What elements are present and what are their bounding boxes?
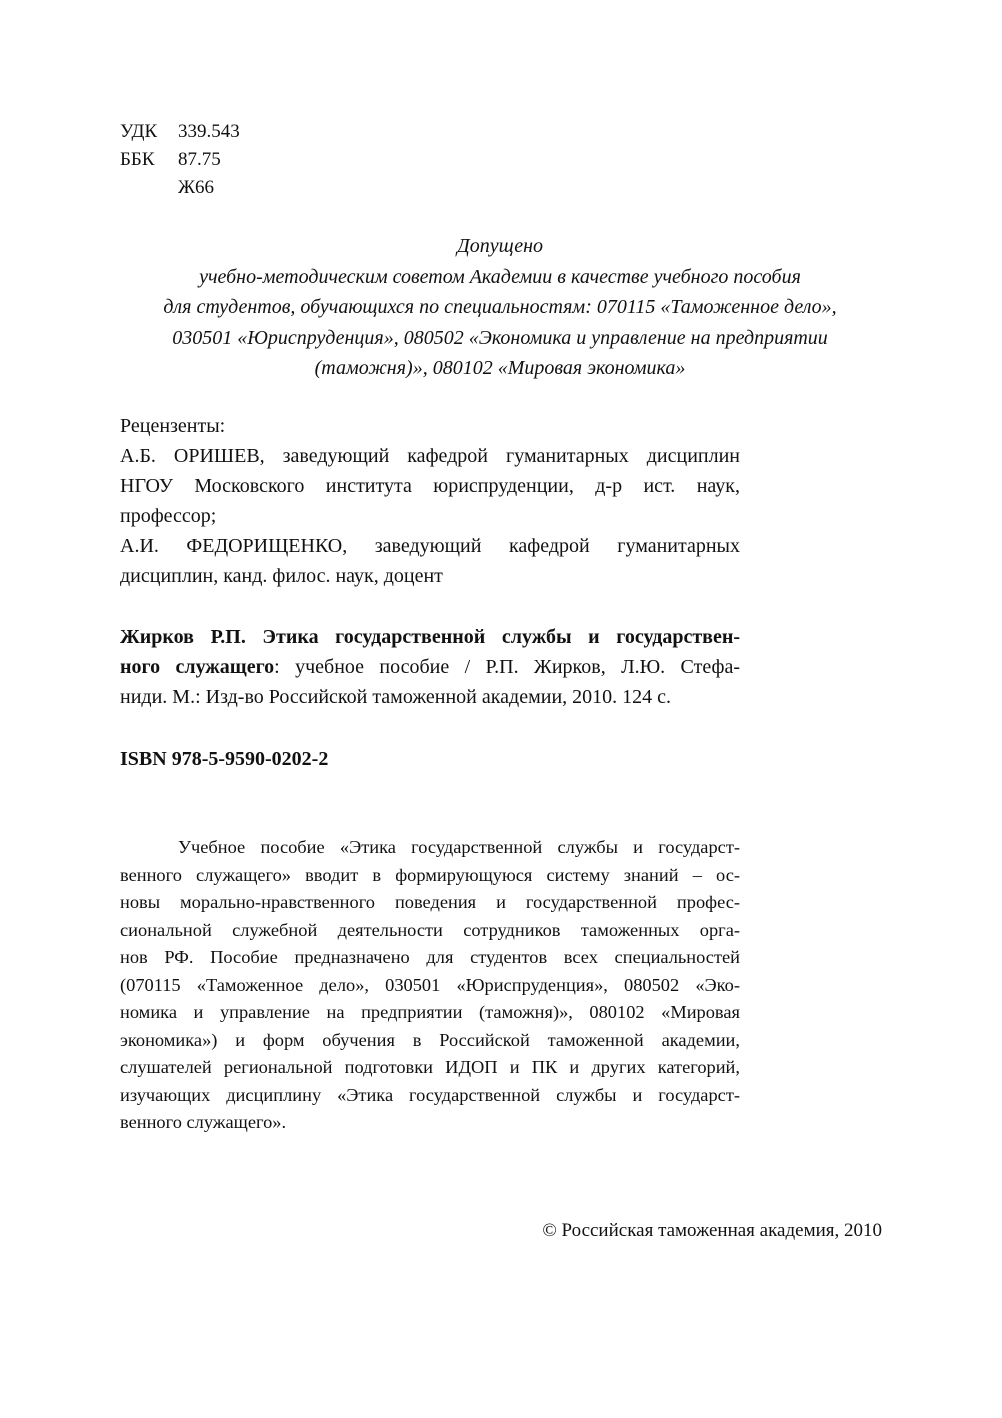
- udk-row: [120, 118, 240, 146]
- approval-line: Допущено: [457, 235, 543, 257]
- approval-line: 030501 «Юриспруденция», 080502 «Экономика и управление на предприятии: [172, 326, 828, 349]
- annotation-block: [120, 834, 740, 1137]
- author-mark: Ж66: [178, 177, 215, 198]
- annotation-line: (070115 «Таможенное дело», 030501 «Юриспруденция», 080502 «Эко-: [120, 974, 740, 995]
- annotation-line: экономика») и форм обучения в Российской таможенной академии,: [120, 1029, 740, 1050]
- annotation-line: венного служащего» вводит в формирующуюся систему знаний – ос-: [120, 864, 740, 885]
- annotation-line: новы морально-нравственного поведения и государственной профес-: [120, 892, 740, 912]
- bbk-label: ББК: [120, 149, 155, 170]
- approval-notice: [100, 231, 900, 384]
- bbk-row: [120, 146, 240, 174]
- bibliographic-citation: [120, 622, 740, 712]
- annotation-line: венного служащего».: [120, 1112, 287, 1132]
- annotation-line: нов РФ. Пособие предназначено для студентов всех специальностей: [120, 947, 740, 967]
- annotation-line: слушателей региональной подготовки ИДОП и ПК и других категорий,: [120, 1057, 740, 1077]
- annotation-line: Учебное пособие «Этика государственной службы и государст-: [178, 837, 740, 857]
- citation-description: : учебное пособие / Р.П. Жирков, Л.Ю. Стефа-: [274, 656, 740, 678]
- approval-line: учебно-методическим советом Академии в качестве учебного пособия: [199, 265, 801, 288]
- reviewer-line: А.Б. ОРИШЕВ, заведующий кафедрой гуманитарных дисциплин: [120, 445, 740, 467]
- citation-title-part1: Жирков Р.П. Этика государственной службы и государствен-: [120, 626, 740, 648]
- annotation-line: сиональной служебной деятельности сотрудников таможенных орга-: [120, 919, 740, 940]
- reviewer-line: НГОУ Московского института юриспруденции, д-р ист. наук,: [120, 475, 740, 497]
- approval-line: для студентов, обучающихся по специальностям: 070115 «Таможенное дело»,: [163, 296, 837, 318]
- copyright-notice: © Российская таможенная академия, 2010: [542, 1220, 882, 1241]
- citation-line-1: [120, 622, 740, 652]
- reviewers-block: [120, 411, 740, 591]
- reviewers-heading: Рецензенты:: [120, 415, 226, 437]
- citation-line-3: ниди. М.: Изд-во Российской таможенной академии, 2010. 124 с.: [120, 686, 672, 708]
- reviewer-line: профессор;: [120, 505, 217, 527]
- udk-label: УДК: [120, 121, 158, 142]
- reviewer-line: дисциплин, канд. филос. наук, доцент: [120, 565, 443, 587]
- annotation-line: номика и управление на предприятии (таможня)», 080102 «Мировая: [120, 1002, 740, 1022]
- citation-line-2: [120, 652, 740, 682]
- isbn: ISBN 978-5-9590-0202-2: [120, 748, 329, 770]
- annotation-line: изучающих дисциплину «Этика государственной службы и государст-: [120, 1084, 740, 1105]
- author-mark-row: [120, 174, 240, 202]
- classification-block: [120, 118, 240, 202]
- approval-line: (таможня)», 080102 «Мировая экономика»: [314, 357, 686, 379]
- bbk-value: 87.75: [178, 149, 221, 170]
- citation-title-part2: ного служащего: [120, 656, 275, 678]
- reviewer-line: А.И. ФЕДОРИЩЕНКО, заведующий кафедрой гуманитарных: [120, 535, 740, 557]
- udk-value: 339.543: [178, 121, 240, 142]
